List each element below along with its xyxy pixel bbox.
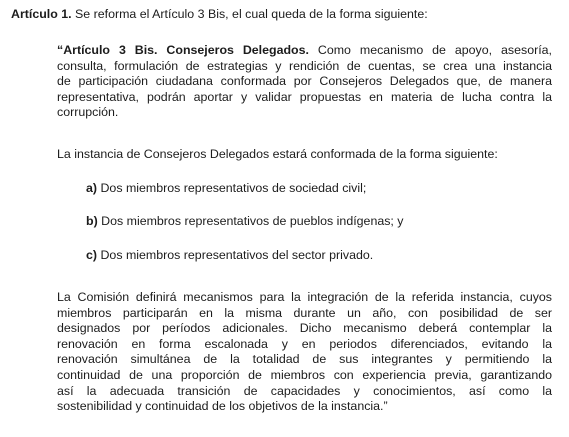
article-label: Artículo 1. [11,7,72,21]
closing-line-8: sostenibilidad y continuidad de los objetivos de la instancia.” [57,399,388,414]
quote-line-5: corrupción. [57,105,119,120]
closing-line-4: renovación en forma escalonada y en periodos diferenciados, evitando la [57,336,552,351]
article-3-bis-paragraph [57,43,552,121]
closing-paragraph [57,290,552,415]
list-item-c [86,248,373,264]
list-marker-a: a) [86,181,98,195]
quote-line-2: consulta, formulación de estrategias y rendición de cuentas, se crea una instancia [57,58,552,73]
article-text: Se reforma el Artículo 3 Bis, el cual queda de la forma siguiente: [71,7,428,21]
list-item-b [86,214,404,230]
article-3-bis-heading: “Artículo 3 Bis. Consejeros Delegados. [57,43,309,57]
closing-line-5: renovación simultánea de la totalidad de sus integrantes y permitiendo la [57,352,552,367]
closing-line-7: así la adecuada transición de capacidades y conocimientos, así como la [57,383,552,398]
quote-line-1-text: Como mecanismo de apoyo, asesoría, [308,43,552,57]
list-text-c: Dos miembros representativos del sector privado. [97,248,374,262]
quote-line-1 [57,43,552,59]
list-text-a: Dos miembros representativos de sociedad civil; [97,181,367,195]
intro-paragraph: La instancia de Consejeros Delegados estará conformada de la forma siguiente: [57,147,498,161]
article-heading-line [11,7,561,23]
closing-line-2: miembros participarán en la misma durante un año, con posibilidad de ser [57,305,552,320]
list-text-b: Dos miembros representativos de pueblos indígenas; y [97,214,404,228]
closing-line-6: continuidad de una proporción de miembros con experiencia previa, garantizando [57,367,552,382]
quote-line-3: de participación ciudadana conformada por Consejeros Delegados que, de manera [57,74,552,89]
list-marker-c: c) [86,248,98,262]
closing-line-1: La Comisión definirá mecanismos para la integración de la referida instancia, cuyos [57,290,552,304]
quote-line-4: representativa, podrán aportar y validar propuestas en materia de lucha contra la [57,89,552,104]
closing-line-3: designados por períodos adicionales. Dicho mecanismo deberá contemplar la [57,321,552,336]
list-item-a [86,181,366,197]
list-marker-b: b) [86,214,98,228]
